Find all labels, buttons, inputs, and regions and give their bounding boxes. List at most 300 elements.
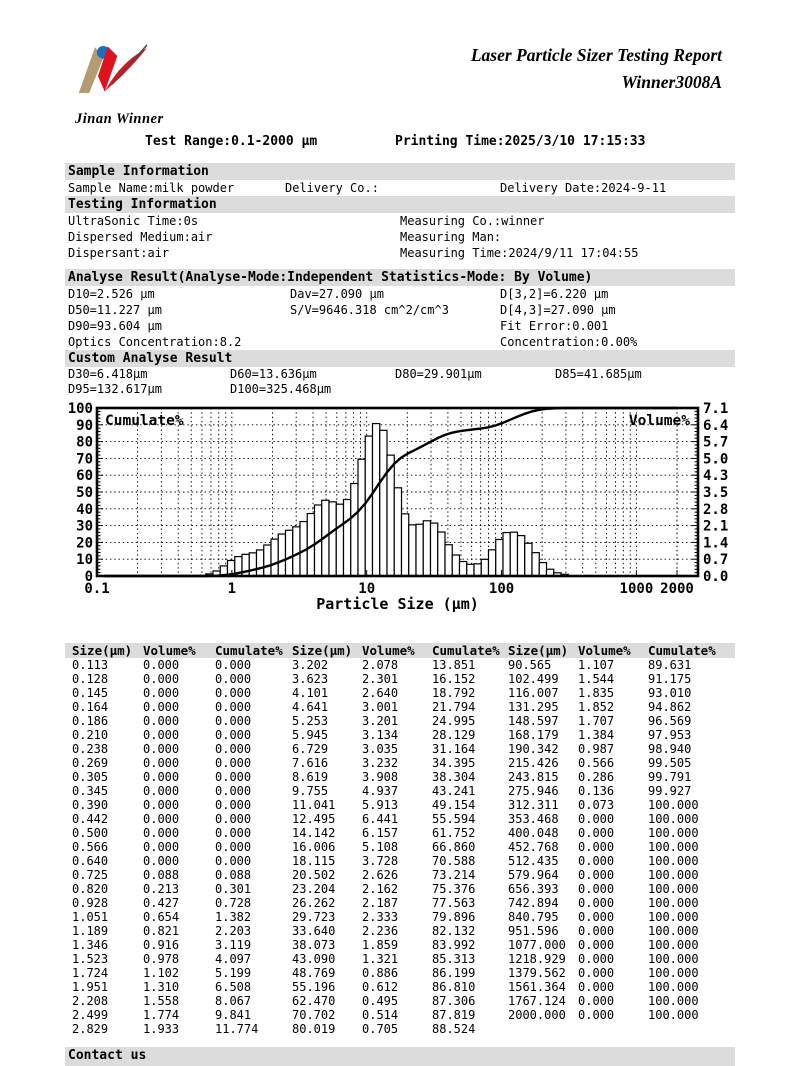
- ultrasonic-time: UltraSonic Time:0s: [68, 214, 199, 228]
- size-cell: 62.470: [292, 994, 336, 1008]
- volume-cell: 0.000: [143, 672, 180, 686]
- svg-text:50: 50: [76, 485, 93, 501]
- cumulate-cell: 0.000: [215, 714, 252, 728]
- size-cell: 23.204: [292, 882, 336, 896]
- size-cell: 275.946: [508, 784, 559, 798]
- size-cell: 512.435: [508, 854, 559, 868]
- volume-cell: 3.908: [362, 770, 399, 784]
- volume-histogram: [206, 424, 569, 576]
- distribution-table-header: [65, 643, 735, 658]
- dav-value: Dav=27.090 μm: [290, 287, 384, 301]
- volume-cell: 0.000: [578, 812, 615, 826]
- custom-analyse-row: [65, 367, 735, 382]
- volume-cell: 0.136: [578, 784, 615, 798]
- cumulate-cell: 28.129: [432, 728, 476, 742]
- volume-cell: 0.000: [578, 1008, 615, 1022]
- report-header: [65, 34, 735, 132]
- volume-cell: 3.201: [362, 714, 399, 728]
- cumulate-cell: 93.010: [648, 686, 692, 700]
- cumulate-cell: 0.000: [215, 742, 252, 756]
- size-cell: 0.145: [72, 686, 109, 700]
- cumulate-cell: 99.927: [648, 784, 692, 798]
- meta-row: [65, 134, 735, 150]
- svg-text:0.7: 0.7: [703, 552, 729, 569]
- table-row: [65, 994, 735, 1008]
- cumulate-cell: 1.382: [215, 910, 252, 924]
- cumulate-cell: 100.000: [648, 812, 699, 826]
- volume-cell: 3.134: [362, 728, 399, 742]
- volume-cell: 0.000: [143, 812, 180, 826]
- measuring-man: Measuring Man:: [400, 230, 502, 244]
- analyse-row: [65, 318, 735, 334]
- size-cell: 1.051: [72, 910, 109, 924]
- table-row: [65, 896, 735, 910]
- table-row: [65, 868, 735, 882]
- section-header-testing-information: Testing Information: [65, 196, 735, 213]
- size-cell: 0.566: [72, 840, 109, 854]
- size-cell: 656.393: [508, 882, 559, 896]
- cumulate-cell: 0.088: [215, 868, 252, 882]
- cumulate-cell: 86.810: [432, 980, 476, 994]
- sv-value: S/V=9646.318 cm^2/cm^3: [290, 303, 449, 317]
- cumulate-cell: 55.594: [432, 812, 476, 826]
- cumulate-cell: 100.000: [648, 798, 699, 812]
- svg-text:60: 60: [76, 468, 93, 485]
- cumulate-cell: 100.000: [648, 854, 699, 868]
- size-cell: 6.729: [292, 742, 329, 756]
- table-row: [65, 770, 735, 784]
- column-header: Size(μm): [292, 643, 353, 658]
- volume-cell: 1.859: [362, 938, 399, 952]
- table-row: [65, 840, 735, 854]
- table-row: [65, 910, 735, 924]
- volume-cell: 0.000: [143, 728, 180, 742]
- left-axis-label: Cumulate%: [105, 413, 184, 429]
- d32-value: D[3,2]=6.220 μm: [500, 287, 609, 301]
- section-header-contact-us: Contact us: [65, 1047, 735, 1066]
- cumulate-cell: 100.000: [648, 994, 699, 1008]
- svg-text:2.1: 2.1: [703, 518, 729, 535]
- volume-cell: 2.162: [362, 882, 399, 896]
- svg-text:70: 70: [76, 451, 93, 468]
- section-header-sample-information: Sample Information: [65, 163, 735, 180]
- svg-text:0.1: 0.1: [84, 581, 110, 597]
- size-cell: 2000.000: [508, 1008, 566, 1022]
- cumulate-cell: 13.851: [432, 658, 476, 672]
- svg-text:2000: 2000: [660, 581, 694, 597]
- column-header: Volume%: [143, 643, 196, 658]
- size-cell: [508, 1022, 578, 1036]
- volume-cell: 2.333: [362, 910, 399, 924]
- cumulate-cell: 43.241: [432, 784, 476, 798]
- size-cell: 742.894: [508, 896, 559, 910]
- table-row: [65, 728, 735, 742]
- table-row: [65, 1022, 735, 1036]
- d10-value: D10=2.526 μm: [68, 287, 155, 301]
- volume-cell: 0.978: [143, 952, 180, 966]
- table-row: [65, 686, 735, 700]
- size-cell: 1.346: [72, 938, 109, 952]
- volume-cell: 0.000: [143, 840, 180, 854]
- size-cell: 0.305: [72, 770, 109, 784]
- volume-cell: 0.088: [143, 868, 180, 882]
- size-cell: 14.142: [292, 826, 336, 840]
- volume-cell: [578, 1022, 648, 1036]
- cumulate-cell: 99.505: [648, 756, 692, 770]
- size-cell: 0.238: [72, 742, 109, 756]
- cumulate-cell: [648, 1022, 735, 1036]
- cumulate-cell: 87.819: [432, 1008, 476, 1022]
- sample-information-row: [65, 180, 735, 196]
- cumulate-cell: 85.313: [432, 952, 476, 966]
- volume-cell: 0.000: [143, 798, 180, 812]
- size-cell: 2.829: [72, 1022, 109, 1036]
- table-row: [65, 798, 735, 812]
- volume-cell: 0.821: [143, 924, 180, 938]
- svg-text:40: 40: [76, 501, 93, 518]
- dispersed-medium: Dispersed Medium:air: [68, 230, 213, 244]
- size-cell: 3.202: [292, 658, 329, 672]
- volume-cell: 0.654: [143, 910, 180, 924]
- cumulate-cell: 4.097: [215, 952, 252, 966]
- cumulate-cell: 0.000: [215, 700, 252, 714]
- cumulate-cell: 31.164: [432, 742, 476, 756]
- d90-value: D90=93.604 μm: [68, 319, 162, 333]
- volume-cell: 1.707: [578, 714, 615, 728]
- volume-cell: 0.000: [578, 966, 615, 980]
- volume-cell: 0.000: [143, 742, 180, 756]
- size-cell: 1077.000: [508, 938, 566, 952]
- table-row: [65, 714, 735, 728]
- d80-value: D80=29.901μm: [395, 367, 482, 381]
- cumulate-cell: 83.992: [432, 938, 476, 952]
- volume-cell: 0.000: [143, 770, 180, 784]
- cumulate-cell: 0.000: [215, 658, 252, 672]
- optics-concentration: Optics Concentration:8.2: [68, 335, 242, 349]
- size-cell: 4.641: [292, 700, 329, 714]
- delivery-date: Delivery Date:2024-9-11: [500, 181, 667, 195]
- volume-cell: 0.886: [362, 966, 399, 980]
- cumulate-cell: 87.306: [432, 994, 476, 1008]
- column-header: Size(μm): [72, 643, 133, 658]
- report-title: Laser Particle Sizer Testing Report: [470, 45, 722, 65]
- svg-text:0.0: 0.0: [703, 569, 729, 585]
- measuring-co: Measuring Co.:winner: [400, 214, 545, 228]
- jinan-winner-logo-icon: [75, 34, 179, 110]
- size-cell: 2.499: [72, 1008, 109, 1022]
- table-row: [65, 812, 735, 826]
- analyse-row: [65, 302, 735, 318]
- instrument-model: Winner3008A: [621, 72, 722, 93]
- table-row: [65, 980, 735, 994]
- cumulate-cell: 100.000: [648, 980, 699, 994]
- size-cell: 43.090: [292, 952, 336, 966]
- size-cell: 18.115: [292, 854, 336, 868]
- cumulate-cell: 100.000: [648, 882, 699, 896]
- company-logo: [75, 34, 205, 128]
- size-cell: 0.210: [72, 728, 109, 742]
- svg-text:90: 90: [76, 417, 93, 434]
- size-cell: 3.623: [292, 672, 329, 686]
- size-cell: 579.964: [508, 868, 559, 882]
- volume-cell: 3.001: [362, 700, 399, 714]
- cumulate-cell: 0.000: [215, 770, 252, 784]
- volume-cell: 0.000: [143, 784, 180, 798]
- size-cell: 1.523: [72, 952, 109, 966]
- cumulate-cell: 100.000: [648, 1008, 699, 1022]
- cumulate-cell: 66.860: [432, 840, 476, 854]
- size-cell: 0.820: [72, 882, 109, 896]
- size-cell: 8.619: [292, 770, 329, 784]
- volume-cell: 2.301: [362, 672, 399, 686]
- size-cell: 1.724: [72, 966, 109, 980]
- volume-cell: 0.000: [578, 854, 615, 868]
- volume-cell: 0.000: [143, 658, 180, 672]
- size-cell: 12.495: [292, 812, 336, 826]
- table-row: [65, 672, 735, 686]
- svg-text:10: 10: [76, 552, 93, 569]
- size-cell: 48.769: [292, 966, 336, 980]
- size-cell: 33.640: [292, 924, 336, 938]
- volume-cell: 0.000: [578, 952, 615, 966]
- section-header-analyse-result: Analyse Result(Analyse-Mode:Independent Statistics-Mode: By Volume): [65, 269, 735, 286]
- volume-cell: 1.321: [362, 952, 399, 966]
- svg-text:3.5: 3.5: [703, 485, 729, 501]
- right-axis-label: Volume%: [628, 413, 690, 429]
- volume-cell: 6.157: [362, 826, 399, 840]
- size-cell: 1561.364: [508, 980, 566, 994]
- volume-cell: 1.774: [143, 1008, 180, 1022]
- cumulate-cell: 18.792: [432, 686, 476, 700]
- size-cell: 9.755: [292, 784, 329, 798]
- volume-cell: 0.000: [578, 826, 615, 840]
- table-row: [65, 924, 735, 938]
- cumulate-cell: 86.199: [432, 966, 476, 980]
- x-axis-label: Particle Size (μm): [316, 595, 479, 613]
- cumulate-cell: 49.154: [432, 798, 476, 812]
- concentration: Concentration:0.00%: [500, 335, 638, 349]
- cumulate-cell: 0.000: [215, 798, 252, 812]
- size-cell: 0.113: [72, 658, 109, 672]
- size-cell: 1379.562: [508, 966, 566, 980]
- cumulate-cell: 100.000: [648, 938, 699, 952]
- table-row: [65, 756, 735, 770]
- cumulate-cell: 0.000: [215, 784, 252, 798]
- column-header: Size(μm): [508, 643, 569, 658]
- cumulate-cell: 91.175: [648, 672, 692, 686]
- volume-cell: 0.000: [578, 840, 615, 854]
- d95-value: D95=132.617μm: [68, 382, 162, 396]
- volume-cell: 3.232: [362, 756, 399, 770]
- svg-text:100: 100: [488, 581, 515, 597]
- cumulate-cell: 9.841: [215, 1008, 252, 1022]
- volume-cell: 1.102: [143, 966, 180, 980]
- logo-text: Jinan Winner: [75, 111, 164, 127]
- cumulate-cell: 0.000: [215, 840, 252, 854]
- size-cell: 1767.124: [508, 994, 566, 1008]
- volume-cell: 0.000: [143, 756, 180, 770]
- volume-cell: 0.566: [578, 756, 615, 770]
- volume-cell: 1.852: [578, 700, 615, 714]
- size-cell: 0.928: [72, 896, 109, 910]
- svg-text:100: 100: [67, 401, 93, 417]
- cumulate-cell: 98.940: [648, 742, 692, 756]
- svg-text:80: 80: [76, 434, 93, 451]
- cumulate-cell: 24.995: [432, 714, 476, 728]
- size-cell: 7.616: [292, 756, 329, 770]
- svg-text:6.4: 6.4: [703, 417, 729, 434]
- size-cell: 5.945: [292, 728, 329, 742]
- volume-cell: 0.000: [578, 882, 615, 896]
- size-cell: 20.502: [292, 868, 336, 882]
- volume-cell: 0.000: [578, 980, 615, 994]
- size-cell: 190.342: [508, 742, 559, 756]
- volume-cell: 0.213: [143, 882, 180, 896]
- volume-cell: 5.108: [362, 840, 399, 854]
- cumulate-cell: 0.000: [215, 672, 252, 686]
- test-range: Test Range:0.1-2000 μm: [145, 134, 318, 149]
- cumulate-cell: 100.000: [648, 826, 699, 840]
- cumulate-cell: 100.000: [648, 896, 699, 910]
- size-cell: 55.196: [292, 980, 336, 994]
- volume-cell: 2.078: [362, 658, 399, 672]
- testing-row: [65, 213, 735, 229]
- volume-cell: 0.000: [143, 854, 180, 868]
- cumulate-cell: 2.203: [215, 924, 252, 938]
- volume-cell: 0.000: [578, 994, 615, 1008]
- volume-cell: 1.107: [578, 658, 615, 672]
- size-cell: 102.499: [508, 672, 559, 686]
- volume-cell: 0.916: [143, 938, 180, 952]
- volume-cell: 1.933: [143, 1022, 180, 1036]
- cumulate-cell: 16.152: [432, 672, 476, 686]
- size-cell: 951.596: [508, 924, 559, 938]
- size-cell: 4.101: [292, 686, 329, 700]
- volume-cell: 1.310: [143, 980, 180, 994]
- size-cell: 0.345: [72, 784, 109, 798]
- report-title-block: [471, 34, 735, 96]
- cumulate-cell: 100.000: [648, 952, 699, 966]
- cumulate-cell: 70.588: [432, 854, 476, 868]
- cumulate-cell: 77.563: [432, 896, 476, 910]
- volume-cell: 0.073: [578, 798, 615, 812]
- size-cell: 0.164: [72, 700, 109, 714]
- cumulate-cell: 100.000: [648, 910, 699, 924]
- volume-cell: 2.640: [362, 686, 399, 700]
- column-header: Cumulate%: [648, 643, 716, 658]
- volume-cell: 0.286: [578, 770, 615, 784]
- column-header: Volume%: [578, 643, 631, 658]
- sample-name: Sample Name:milk powder: [68, 181, 235, 195]
- cumulate-cell: 97.953: [648, 728, 692, 742]
- svg-text:1.4: 1.4: [703, 535, 729, 552]
- cumulate-cell: 75.376: [432, 882, 476, 896]
- cumulate-cell: 96.569: [648, 714, 692, 728]
- table-row: [65, 826, 735, 840]
- volume-cell: 0.495: [362, 994, 399, 1008]
- volume-cell: 2.236: [362, 924, 399, 938]
- fit-error: Fit Error:0.001: [500, 319, 609, 333]
- size-cell: 38.073: [292, 938, 336, 952]
- volume-cell: 5.913: [362, 798, 399, 812]
- cumulate-cell: 94.862: [648, 700, 692, 714]
- cumulate-cell: 73.214: [432, 868, 476, 882]
- size-cell: 840.795: [508, 910, 559, 924]
- size-cell: 0.640: [72, 854, 109, 868]
- table-row: [65, 854, 735, 868]
- particle-size-chart: [65, 398, 735, 613]
- size-cell: 0.725: [72, 868, 109, 882]
- volume-cell: 2.626: [362, 868, 399, 882]
- printing-time: Printing Time:2025/3/10 17:15:33: [395, 134, 646, 149]
- size-cell: 90.565: [508, 658, 552, 672]
- svg-text:1000: 1000: [619, 581, 654, 597]
- size-cell: 243.815: [508, 770, 559, 784]
- size-cell: 5.253: [292, 714, 329, 728]
- cumulate-cell: 11.774: [215, 1022, 259, 1036]
- cumulate-cell: 0.301: [215, 882, 252, 896]
- svg-text:5.7: 5.7: [703, 434, 729, 451]
- volume-cell: 0.000: [143, 700, 180, 714]
- table-row: [65, 700, 735, 714]
- cumulate-cell: 88.524: [432, 1022, 476, 1036]
- cumulate-cell: 61.752: [432, 826, 476, 840]
- cumulate-cell: 89.631: [648, 658, 692, 672]
- testing-row: [65, 245, 735, 261]
- volume-cell: 0.000: [578, 938, 615, 952]
- cumulate-cell: 79.896: [432, 910, 476, 924]
- size-cell: 0.390: [72, 798, 109, 812]
- column-header: Cumulate%: [215, 643, 283, 658]
- volume-cell: 1.544: [578, 672, 615, 686]
- cumulate-cell: 38.304: [432, 770, 476, 784]
- volume-cell: 0.514: [362, 1008, 399, 1022]
- cumulate-cell: 99.791: [648, 770, 692, 784]
- size-cell: 29.723: [292, 910, 336, 924]
- table-row: [65, 882, 735, 896]
- cumulate-cell: 82.132: [432, 924, 476, 938]
- volume-cell: 3.728: [362, 854, 399, 868]
- cumulate-cell: 5.199: [215, 966, 252, 980]
- table-row: [65, 742, 735, 756]
- size-cell: 215.426: [508, 756, 559, 770]
- size-cell: 11.041: [292, 798, 336, 812]
- volume-cell: 0.705: [362, 1022, 399, 1036]
- volume-cell: 0.000: [143, 714, 180, 728]
- d30-value: D30=6.418μm: [68, 367, 148, 381]
- section-header-custom-analyse-result: Custom Analyse Result: [65, 350, 735, 367]
- cumulate-cell: 100.000: [648, 840, 699, 854]
- size-cell: 0.442: [72, 812, 109, 826]
- size-cell: 0.128: [72, 672, 109, 686]
- cumulate-cell: 6.508: [215, 980, 252, 994]
- table-row: [65, 784, 735, 798]
- svg-text:0: 0: [84, 569, 93, 585]
- testing-row: [65, 229, 735, 245]
- custom-analyse-row: [65, 382, 735, 397]
- volume-cell: 0.000: [578, 910, 615, 924]
- table-row: [65, 658, 735, 672]
- svg-text:7.1: 7.1: [703, 401, 729, 417]
- size-cell: 312.311: [508, 798, 559, 812]
- cumulate-cell: 0.000: [215, 686, 252, 700]
- cumulate-cell: 100.000: [648, 966, 699, 980]
- svg-text:20: 20: [76, 535, 93, 552]
- volume-cell: 1.384: [578, 728, 615, 742]
- size-cell: 26.262: [292, 896, 336, 910]
- d100-value: D100=325.468μm: [230, 382, 332, 396]
- cumulate-cell: 0.728: [215, 896, 252, 910]
